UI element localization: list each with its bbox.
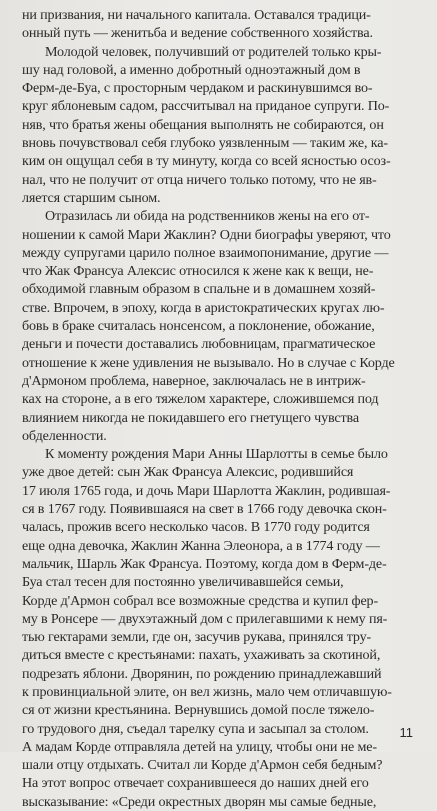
text-line: 17 июля 1765 года, и дочь Мари Шарлотта Жаклин, родившая- xyxy=(22,482,391,499)
text-line: ках на стороне, а в его тяжелом характере, сложившемся под xyxy=(22,391,379,408)
body-text xyxy=(22,6,418,811)
text-line: мальчик, Шарль Жак Франсуа. Поэтому, когда дом в Ферм-де- xyxy=(22,555,387,572)
text-line: между супругами царило полное взаимопонимание, другие — xyxy=(22,244,389,261)
text-line: К моменту рождения Мари Анны Шарлотты в семье было xyxy=(45,446,388,463)
text-line: го трудового дня, съедал тарелку супа и засыпал за столом. xyxy=(22,720,369,737)
text-line: к провинциальной элите, он вел жизнь, мало чем отличавшую- xyxy=(22,683,392,700)
text-line: нал, что не получит от отца ничего только потому, что не яв- xyxy=(22,171,377,188)
text-line: тью гектарами земли, где он, засучив рукава, принялся тру- xyxy=(22,629,372,646)
text-line: ляется старшим сыном. xyxy=(22,189,161,206)
text-line: няв, что братья жены обещания выполнять не собираются, он xyxy=(22,116,384,133)
text-line: влиянием никогда не покидавшего его гнетущего чувства xyxy=(22,409,359,426)
text-line: отношение к жене удивления не вызывало. Но в случае с Корде xyxy=(22,354,395,371)
text-line: ношении к самой Мари Жаклин? Одни биографы уверяют, что xyxy=(22,226,391,243)
text-line: вновь почувствовал себя глубоко уязвленным — таким же, ка- xyxy=(22,135,388,152)
text-line: еще одна девочка, Жаклин Жанна Элеонора, а в 1774 году — xyxy=(22,537,380,554)
text-line: стве. Впрочем, в эпоху, когда в аристократических кругах лю- xyxy=(22,299,385,316)
text-line: ким он ощущал себя в ту минуту, когда со всей ясностью осоз- xyxy=(22,153,391,170)
text-line: шу над головой, а именно добротный одноэтажный дом в xyxy=(22,61,361,78)
paragraph xyxy=(22,6,418,43)
text-line: что Жак Франсуа Алексис относился к жене как к вещи, не- xyxy=(22,263,374,280)
text-line: чалась, прожив всего несколько часов. В 1770 году родится xyxy=(22,519,370,536)
page-number: 11 xyxy=(399,725,413,740)
text-line: Ферм-де-Буа, с просторным чердаком и раскинувшимся во- xyxy=(22,80,373,97)
text-line: му в Ронсере — двухэтажный дом с прилегавшими к нему пя- xyxy=(22,610,388,627)
text-line: круг яблоневым садом, рассчитывал на приданое супруги. По- xyxy=(22,98,390,115)
text-line: ни призвания, ни начального капитала. Оставался традици- xyxy=(22,7,371,23)
text-line: Молодой человек, получивший от родителей только кры- xyxy=(45,43,382,60)
text-line: деньги и почести доставались любовницам, прагматическое xyxy=(22,336,376,353)
text-line: обходимой главным образом в спальне и в домашнем хозяй- xyxy=(22,281,376,298)
text-line: На этот вопрос отвечает сохранившееся до наших дней его xyxy=(22,775,369,792)
text-line: бовь в браке считалась нонсенсом, а поклонение, обожание, xyxy=(22,318,375,335)
text-line: Буа стал тесен для постоянно увеличивавшейся семьи, xyxy=(22,574,344,591)
text-line: А мадам Корде отправляла детей на улицу, чтобы они не ме- xyxy=(22,738,377,755)
text-line: обделенности. xyxy=(22,427,107,444)
text-line: диться вместе с крестьянами: пахать, ухаживать за скотиной, xyxy=(22,647,381,664)
paragraph xyxy=(22,43,418,208)
paragraph xyxy=(22,207,418,445)
text-line: д'Армоном проблема, наверное, заключалась не в интриж- xyxy=(22,372,366,389)
text-line: уже двое детей: сын Жак Франсуа Алексис, родившийся xyxy=(22,464,354,481)
text-line: онный путь — женитьба и ведение собственного хозяйства. xyxy=(22,25,373,42)
text-line: шали отцу отдыхать. Считал ли Корде д'Армон себя бедным? xyxy=(22,757,383,774)
text-line: Корде д'Армон собрал все возможные средства и купил фер- xyxy=(22,592,378,609)
text-line: подрезать яблони. Дворянин, по рождению принадлежавший xyxy=(22,665,382,682)
paragraph xyxy=(22,445,418,811)
text-line: ся в 1767 году. Появившаяся на свет в 1766 году девочка скон- xyxy=(22,501,387,518)
text-line: ся от жизни крестьянина. Вернувшись домой после тяжело- xyxy=(22,702,375,719)
text-line: Отразилась ли обида на родственников жены на его от- xyxy=(45,208,370,225)
text-line: высказывание: «Среди окрестных дворян мы самые бедные, xyxy=(22,793,377,810)
